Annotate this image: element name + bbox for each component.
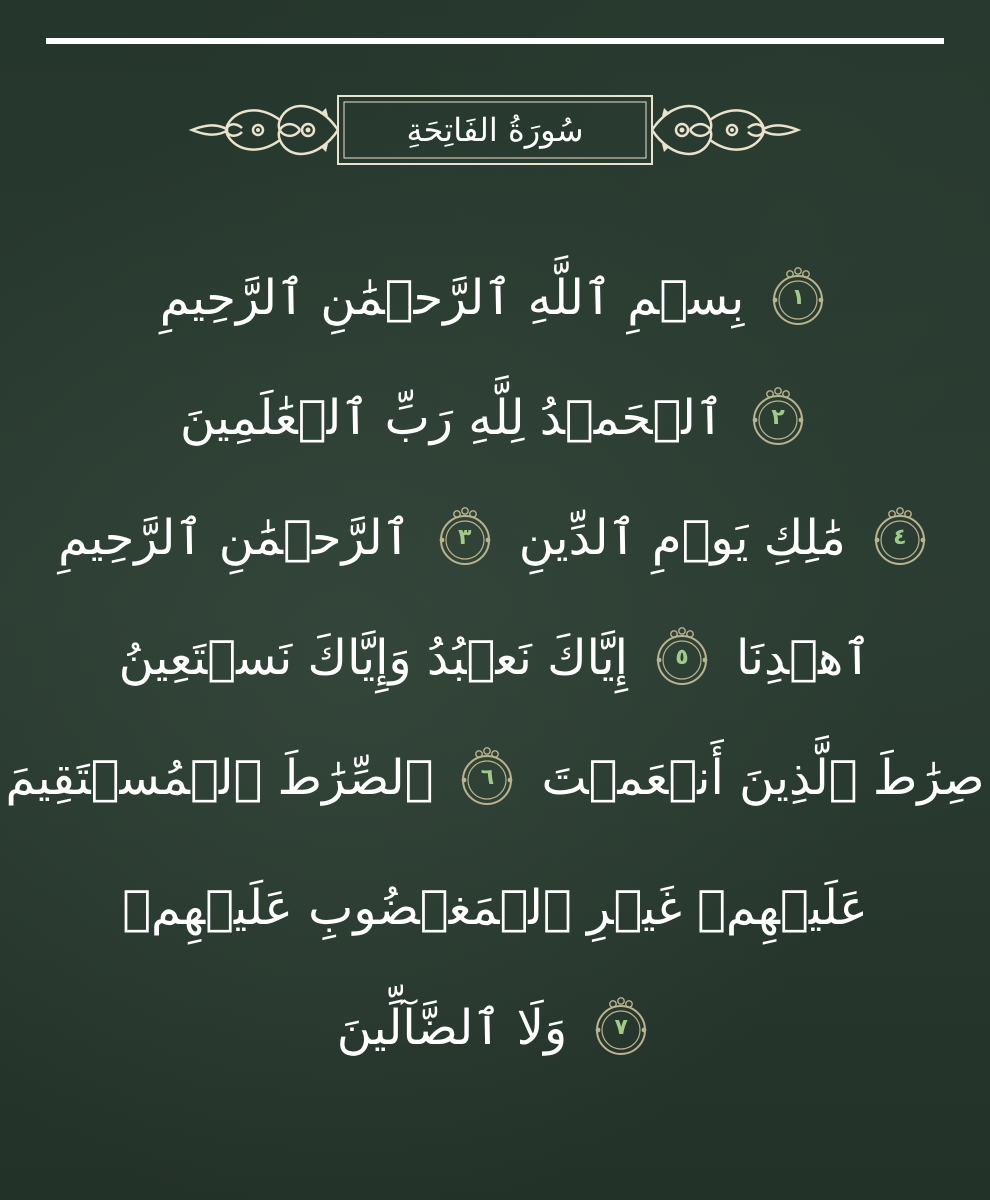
verse-line [100,608,890,708]
verse-text: ٱلصِّرَٰطَ ٱلۡمُسۡتَقِيمَ [5,750,434,806]
verse-text: ٱلرَّحۡمَٰنِ ٱلرَّحِيمِ [58,510,411,566]
verse-line [100,858,890,958]
verse-line [100,368,890,468]
top-rule [46,38,944,44]
ayah-number: ٥ [675,645,689,670]
verse-text: إِيَّاكَ نَعۡبُدُ وَإِيَّاكَ نَسۡتَعِينُ [118,630,628,686]
surah-title: سُورَةُ الفَاتِحَةِ [406,111,584,149]
ayah-number-marker [589,996,653,1060]
verse-line [58,488,907,588]
ayah-number: ٢ [771,405,785,430]
verse-text: بِسۡمِ ٱللَّهِ ٱلرَّحۡمَٰنِ ٱلرَّحِيمِ [159,270,745,326]
ayah-number-marker [766,266,830,330]
ayah-number: ٤ [893,525,907,550]
ayah-number-marker [868,506,932,570]
verse-text: صِرَٰطَ ٱلَّذِينَ أَنۡعَمۡتَ [541,750,985,806]
ayah-number-marker [746,386,810,450]
verse-line [5,728,985,828]
verse-text: ٱلۡحَمۡدُ لِلَّهِ رَبِّ ٱلۡعَٰلَمِينَ [179,390,725,446]
ayah-number-marker [650,626,714,690]
verse-text: عَلَيۡهِمۡ غَيۡرِ ٱلۡمَغۡضُوبِ عَلَيۡهِمۡ [122,880,868,936]
ayah-number: ٧ [614,1015,628,1040]
verse-text: مَٰلِكِ يَوۡمِ ٱلدِّينِ [518,510,846,566]
surah-header-banner [188,90,802,170]
ayah-number: ١ [791,285,805,310]
ayah-number: ٦ [480,765,495,790]
ayah-number-marker [433,506,497,570]
verse-line [100,248,890,348]
verse-text: ٱهۡدِنَا [735,630,872,686]
verse-line [100,978,890,1078]
ayah-number: ٣ [458,525,472,550]
verse-text: وَلَا ٱلضَّآلِّينَ [336,1000,568,1056]
ayah-number-marker [455,746,519,810]
